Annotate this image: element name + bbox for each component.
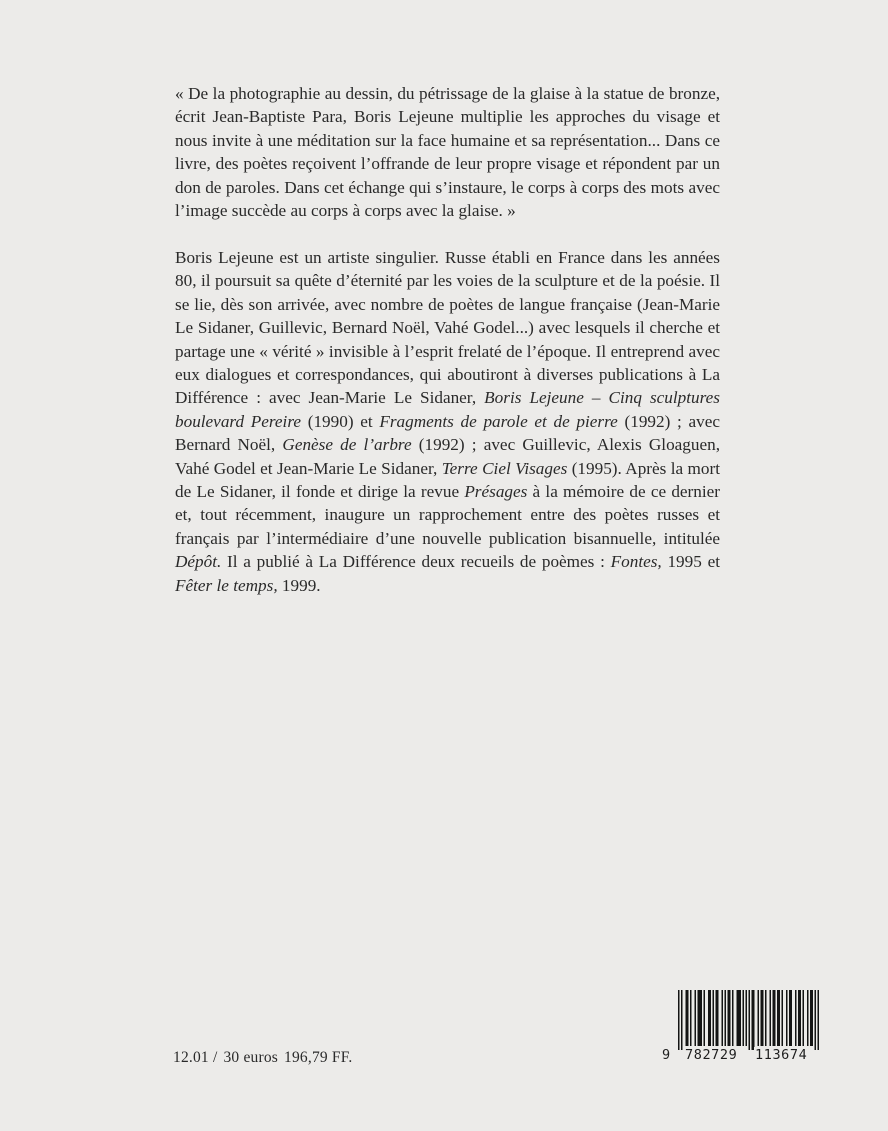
bio-text: (1990) et xyxy=(301,411,380,431)
isbn-group-right: 113674 xyxy=(755,1047,808,1063)
blurb-quote: « De la photographie au dessin, du pétrissage de la glaise à la statue de bronze, écrit Jean-Baptiste Para, Boris Lejeune multiplie les approches du visage et nous invite à une méditation sur la face humaine et sa représentation... Dans ce livre, des poètes reçoivent l’offrande de leur propre visage et répondent par un don de paroles. Dans cet échange qui s’instaure, le corps à corps des mots avec l’image succède au corps à corps avec la glaise. » xyxy=(175,84,720,221)
price-euros: 30 euros xyxy=(223,1049,279,1066)
book-title: Genèse de l’arbre xyxy=(282,435,412,455)
bio-text: (1992) ; avec Bernard Noël, xyxy=(175,411,720,455)
bio-text: 1999. xyxy=(277,575,321,595)
book-title: Boris Lejeune – Cinq sculptures boulevard Pereire xyxy=(175,388,720,431)
book-title: Fragments de parole et de pierre xyxy=(379,411,618,431)
publication-title: Dépôt. xyxy=(175,552,222,572)
isbn-lead-digit: 9 xyxy=(662,1047,671,1063)
bio-text: (1995). Après la mort de Le Sidaner, il fonde et dirige la revue xyxy=(175,458,720,502)
review-title: Présages xyxy=(464,482,528,502)
bio-text: (1992) ; avec Guillevic, Alexis Gloaguen, Vahé Godel et Jean-Marie Le Sidaner, xyxy=(175,435,720,478)
bio-text: à la mémoire de ce dernier et, tout récemment, inaugure un rapprochement entre des poètes russes et français par l’intermédiaire d’une nouvelle publication bisannuelle, intitulée xyxy=(175,482,720,548)
isbn-number xyxy=(662,1047,822,1067)
price-francs: 196,79 FF. xyxy=(284,1049,353,1066)
bio-text: Boris Lejeune est un artiste singulier. Russe établi en France dans les années 80, il poursuit sa quête d’éternité par les voies de la sculpture et de la poésie. Il se lie, dès son arrivée, avec nombre de poètes de langue française (Jean-Marie Le Sidaner, Guillevic, Bernard Noël, Vahé Godel...) avec lesquels il cherche et partage une « vérité » invisible à l’esprit frelaté de l’époque. Il entreprend avec eux dialogues et correspondances, qui aboutiront à diverses publications à La Différence : avec Jean-Marie Le Sidaner, xyxy=(175,248,720,408)
price-code: 12.01 / xyxy=(173,1049,218,1066)
book-title: Fontes, xyxy=(610,552,662,572)
bio-text: Il a publié à La Différence deux recueils de poèmes : xyxy=(221,552,611,572)
bio-text: 1995 et xyxy=(661,552,720,572)
author-biography xyxy=(175,246,720,597)
isbn-group-left: 782729 xyxy=(685,1047,738,1063)
price-line xyxy=(173,1049,358,1067)
book-title: Fêter le temps, xyxy=(175,575,278,595)
book-title: Terre Ciel Visages xyxy=(441,458,568,478)
